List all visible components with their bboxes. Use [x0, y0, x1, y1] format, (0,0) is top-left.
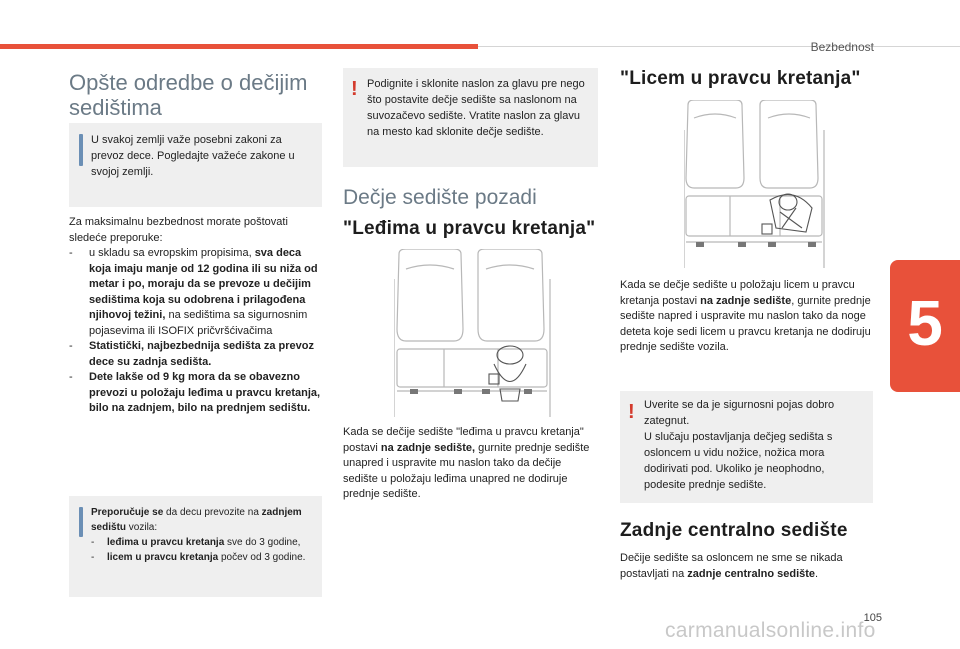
center-seat-text: Dečije sedište sa osloncem ne sme se nikada postavljati na zadnje centralno sedište.: [620, 552, 843, 580]
info-note: [69, 123, 322, 207]
chapter-number: 5: [907, 287, 943, 359]
list-item: - u skladu sa evropskim propisima, sva deca koja imaju manje od 12 godina ili su niža od metar i po, moraju da se prevoze u dečijim sedištima koja su odobrena i prilagođena njihovoj težini, na sedištima sa sigurnosnim pojasevima ili ISOFIX pričvršćivačima: [69, 247, 318, 337]
warning-note-belt: [620, 391, 873, 503]
warning-note-text: Podignite i sklonite naslon za glavu pre nego što postavite dečje sedište sa naslonom na suvozačevo sedište. Vratite naslon za glavu na mesto kad sklonite dečje sedište.: [367, 78, 585, 138]
header-accent-bar: [0, 44, 478, 49]
forward-facing-seat-illustration: [684, 100, 826, 270]
header-rule: [478, 46, 960, 47]
warning-note-text: Uverite se da je sigurnosni pojas dobro zategnut. U slučaju postavljanja dečjeg sedišta s osloncem u vidu nožice, nožica mora dodirivati pod. Ukoliko je neophodno, podesite prednje sedište.: [644, 399, 835, 491]
center-seat-title: Zadnje centralno sedište: [620, 520, 848, 541]
warning-icon: !: [351, 78, 358, 100]
info-note-text: U svakoj zemlji važe posebni zakoni za prevoz dece. Pogledajte važeće zakone u svojoj zemlji.: [91, 134, 295, 178]
rearward-facing-text: Kada se dečije sedište "leđima u pravcu kretanja" postavi na zadnje sedište, gurnite prednje sedište unapred i uspravite mu naslon tako da dečije sedište u položaju leđima unapred ne dodiruje prednje sedište.: [343, 426, 590, 500]
watermark: carmanualsonline.info: [665, 619, 876, 642]
chapter-tab: [890, 260, 960, 392]
list-item: - Dete lakše od 9 kg mora da se obavezno prevozi u položaju leđima u pravcu kretanja, bilo na zadnjem, bilo na prednjem sedištu.: [69, 371, 321, 414]
page-number: 105: [863, 612, 882, 624]
rear-seat-title: Dečje sedište pozadi: [343, 186, 537, 209]
col1-title: Opšte odredbe o dečijim sedištima: [69, 70, 308, 120]
recommendations-intro: Za maksimalnu bezbednost morate poštovati sledeće preporuke:: [69, 216, 288, 244]
list-item: - Statistički, najbezbednija sedišta za prevoz dece su zadnja sedišta.: [69, 340, 314, 368]
recommendations: [69, 215, 321, 417]
rearward-facing-seat-illustration: [394, 249, 554, 419]
rearward-facing-subtitle: "Leđima u pravcu kretanja": [343, 218, 596, 239]
section-name: Bezbednost: [810, 40, 874, 54]
tip-note-text: Preporučuje se da decu prevozite na zadnjem sedištu vozila: - leđima u pravcu kretanja sve do 3 godine, - licem u pravcu kretanja počev od 3 godine.: [91, 507, 306, 563]
forward-facing-subtitle: "Licem u pravcu kretanja": [620, 68, 861, 89]
tip-note: [69, 496, 322, 597]
info-icon: [79, 134, 83, 166]
info-icon: [79, 507, 83, 537]
forward-facing-text: Kada se dečje sedište u položaju licem u pravcu kretanja postavi na zadnje sedište, gurnite prednje sedište napred i uspravite mu naslon tako da noge deteta koje sedi licem u pravcu kretanja ne dodiruju prednje sedište vozila.: [620, 279, 871, 353]
warning-note-headrest: [343, 68, 598, 167]
warning-icon: !: [628, 401, 635, 423]
